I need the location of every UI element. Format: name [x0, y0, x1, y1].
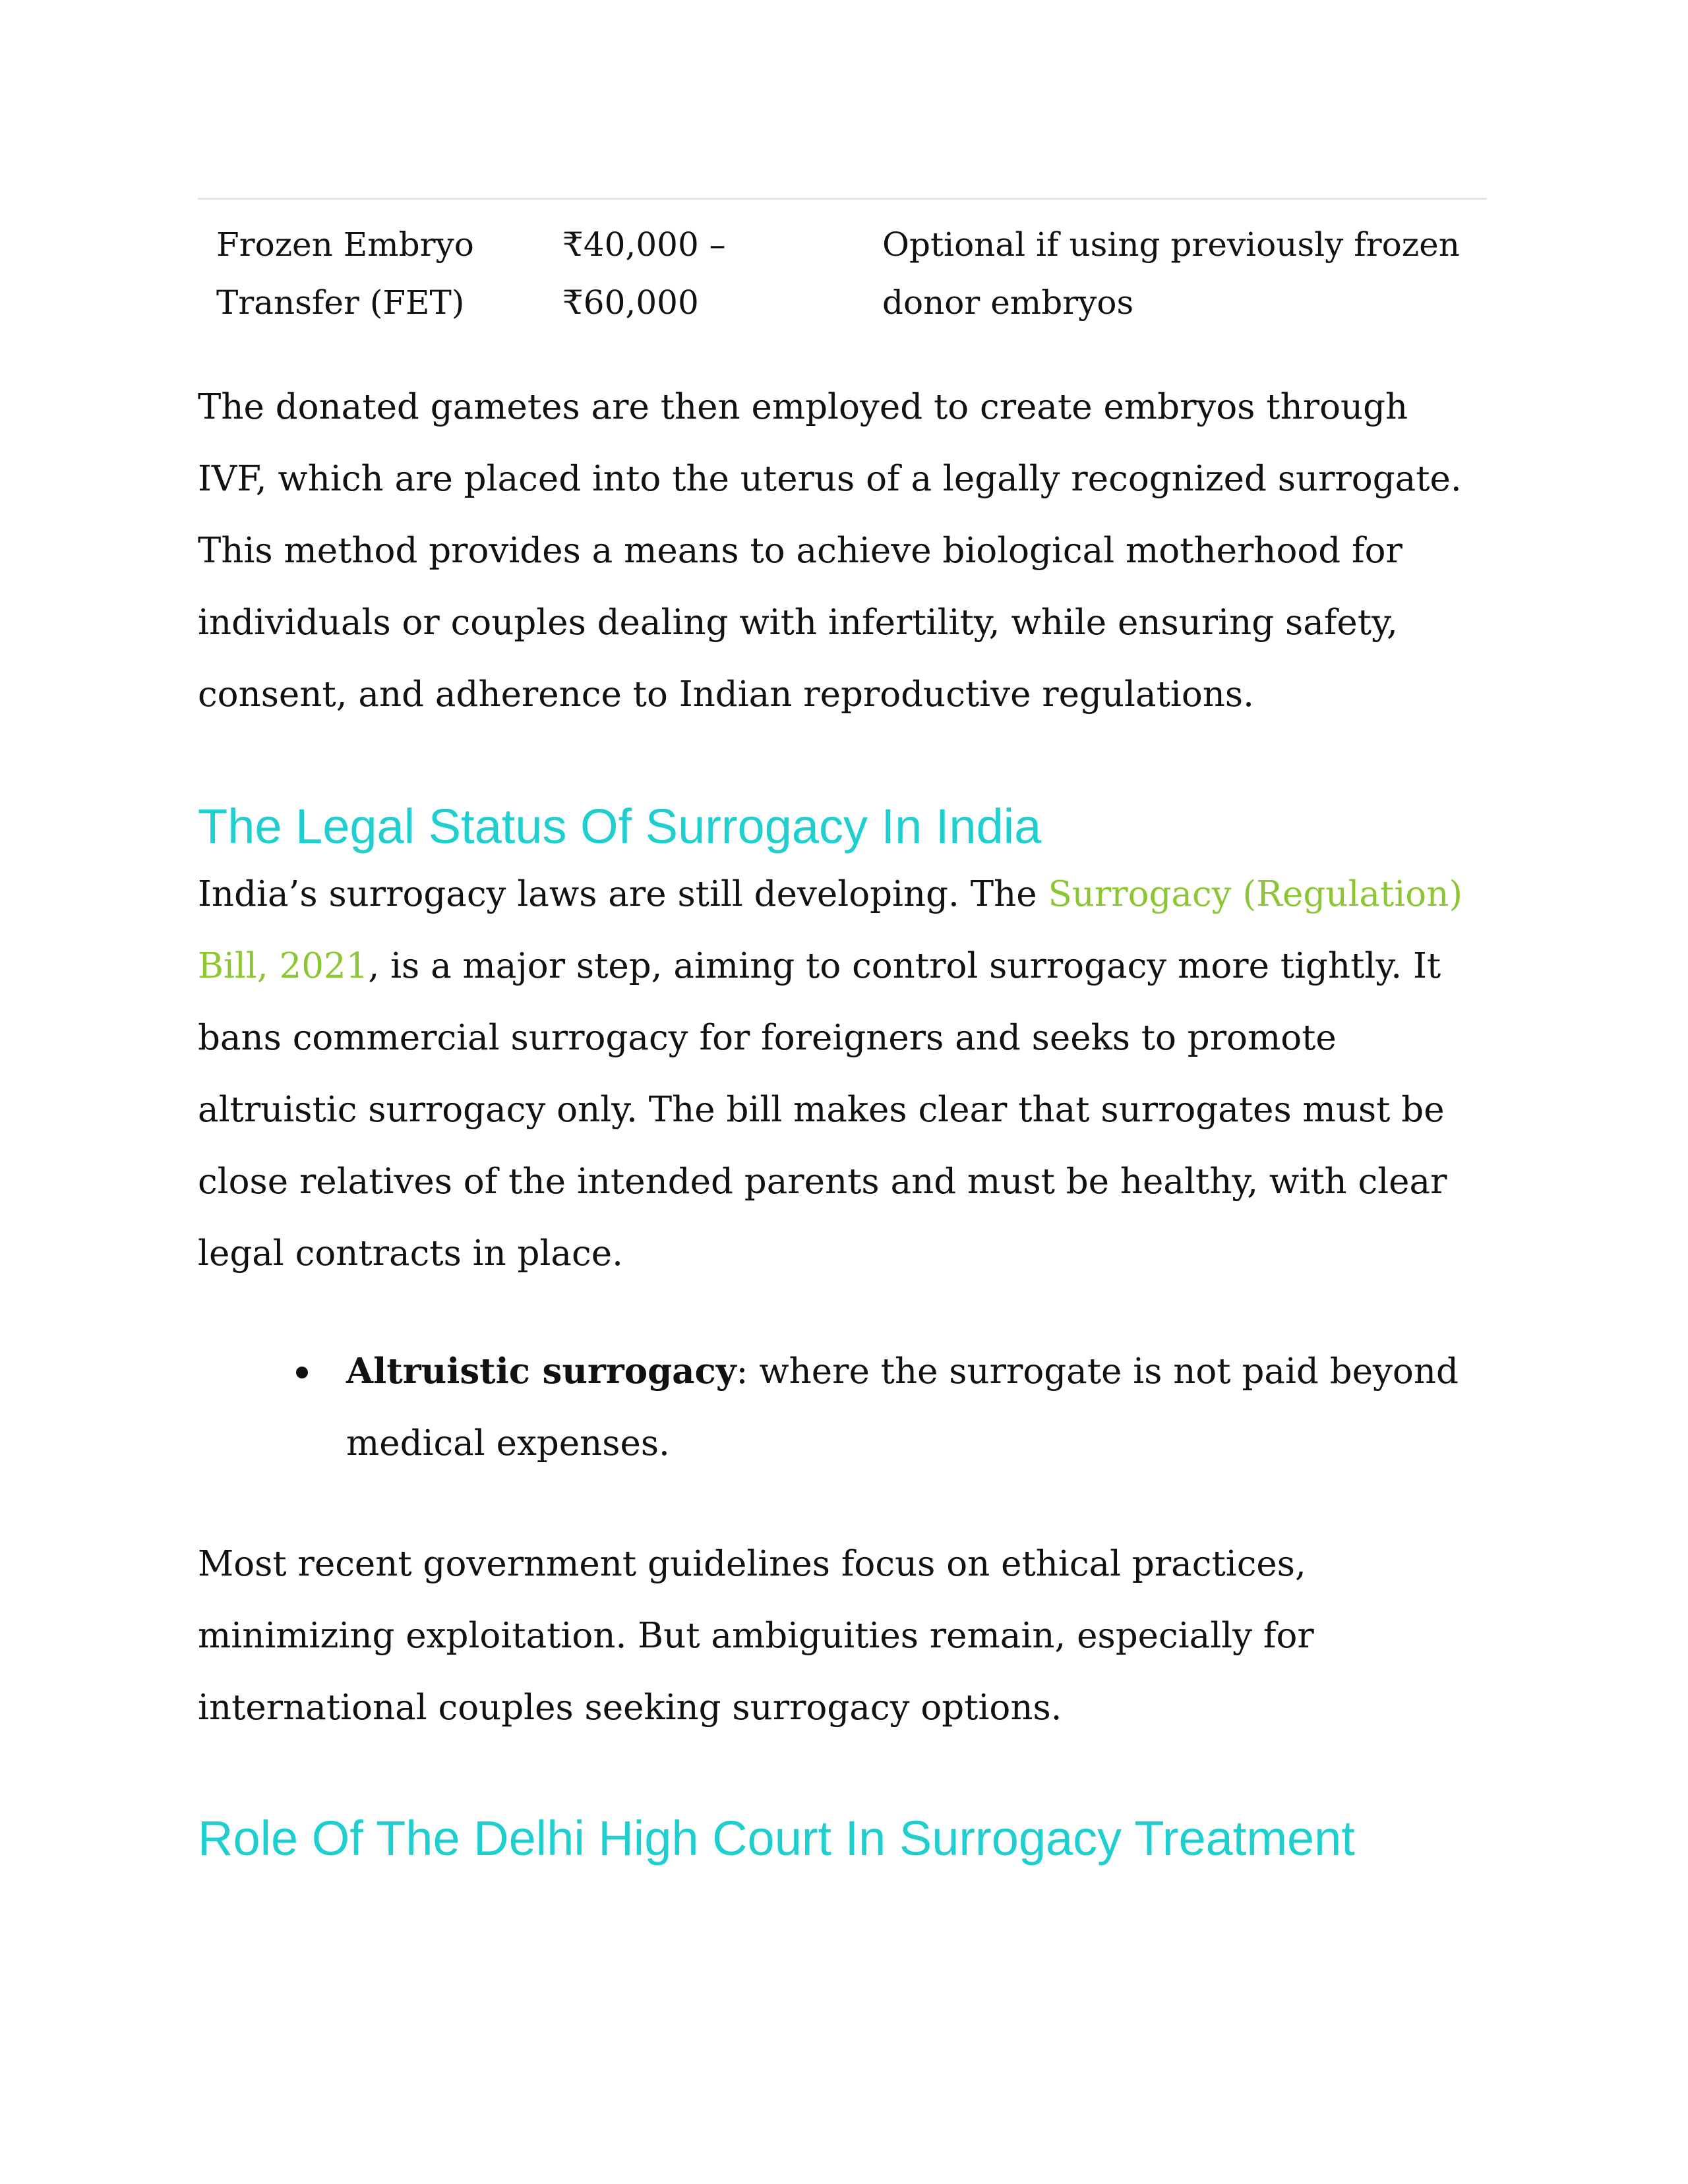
bullet-dot-icon [296, 1367, 308, 1378]
heading-delhi-high-court: Role Of The Delhi High Court In Surrogacy Treatment [198, 1811, 1355, 1866]
paragraph-surrogacy-laws [198, 858, 1487, 1289]
cost-table [198, 198, 1487, 332]
heading-legal-status: The Legal Status Of Surrogacy In India [198, 799, 1042, 854]
cell-line: Transfer (FET) [216, 283, 465, 322]
table-row [198, 199, 1487, 332]
cell-line: ₹60,000 [562, 283, 699, 322]
paragraph-ivf-process: The donated gametes are then employed to create embryos through IVF, which are placed into the uterus of a legally recognized surrogate. This method provides a means to achieve biological motherhood for individuals or couples dealing with infertility, while ensuring safety, consent, and adherence to Indian reproductive regulations. [198, 387, 1462, 715]
table-cell-cost [562, 199, 882, 332]
cell-line: ₹40,000 – [562, 225, 726, 264]
bullet-text: : where the surrogate is not paid beyond medical expenses. [346, 1351, 1459, 1463]
document-page [198, 198, 1487, 1870]
paragraph-text: , is a major step, aiming to control surrogacy more tightly. It bans commercial surrogacy for foreigners and seeks to promote altruistic surrogacy only. The bill makes clear that surrogates must be close relatives of the intended parents and must be healthy, with clear legal contracts in place. [198, 946, 1447, 1274]
list-item [346, 1336, 1487, 1479]
paragraph-guidelines: Most recent government guidelines focus on ethical practices, minimizing exploitation. But ambiguities remain, especially for international couples seeking surrogacy options. [198, 1544, 1314, 1728]
paragraph-text: India’s surrogacy laws are still developing. The [198, 874, 1048, 914]
surrogacy-bill-link[interactable]: Surrogacy (Regulation) Bill, 2021 [198, 874, 1462, 986]
cell-line: donor embryos [882, 283, 1134, 322]
bullet-term: Altruistic surrogacy [346, 1351, 737, 1392]
bullet-list [198, 1336, 1487, 1479]
cell-line: Optional if using previously frozen [882, 225, 1460, 264]
table-cell-procedure [198, 199, 562, 332]
cell-line: Frozen Embryo [216, 225, 474, 264]
table-cell-notes [882, 199, 1487, 332]
